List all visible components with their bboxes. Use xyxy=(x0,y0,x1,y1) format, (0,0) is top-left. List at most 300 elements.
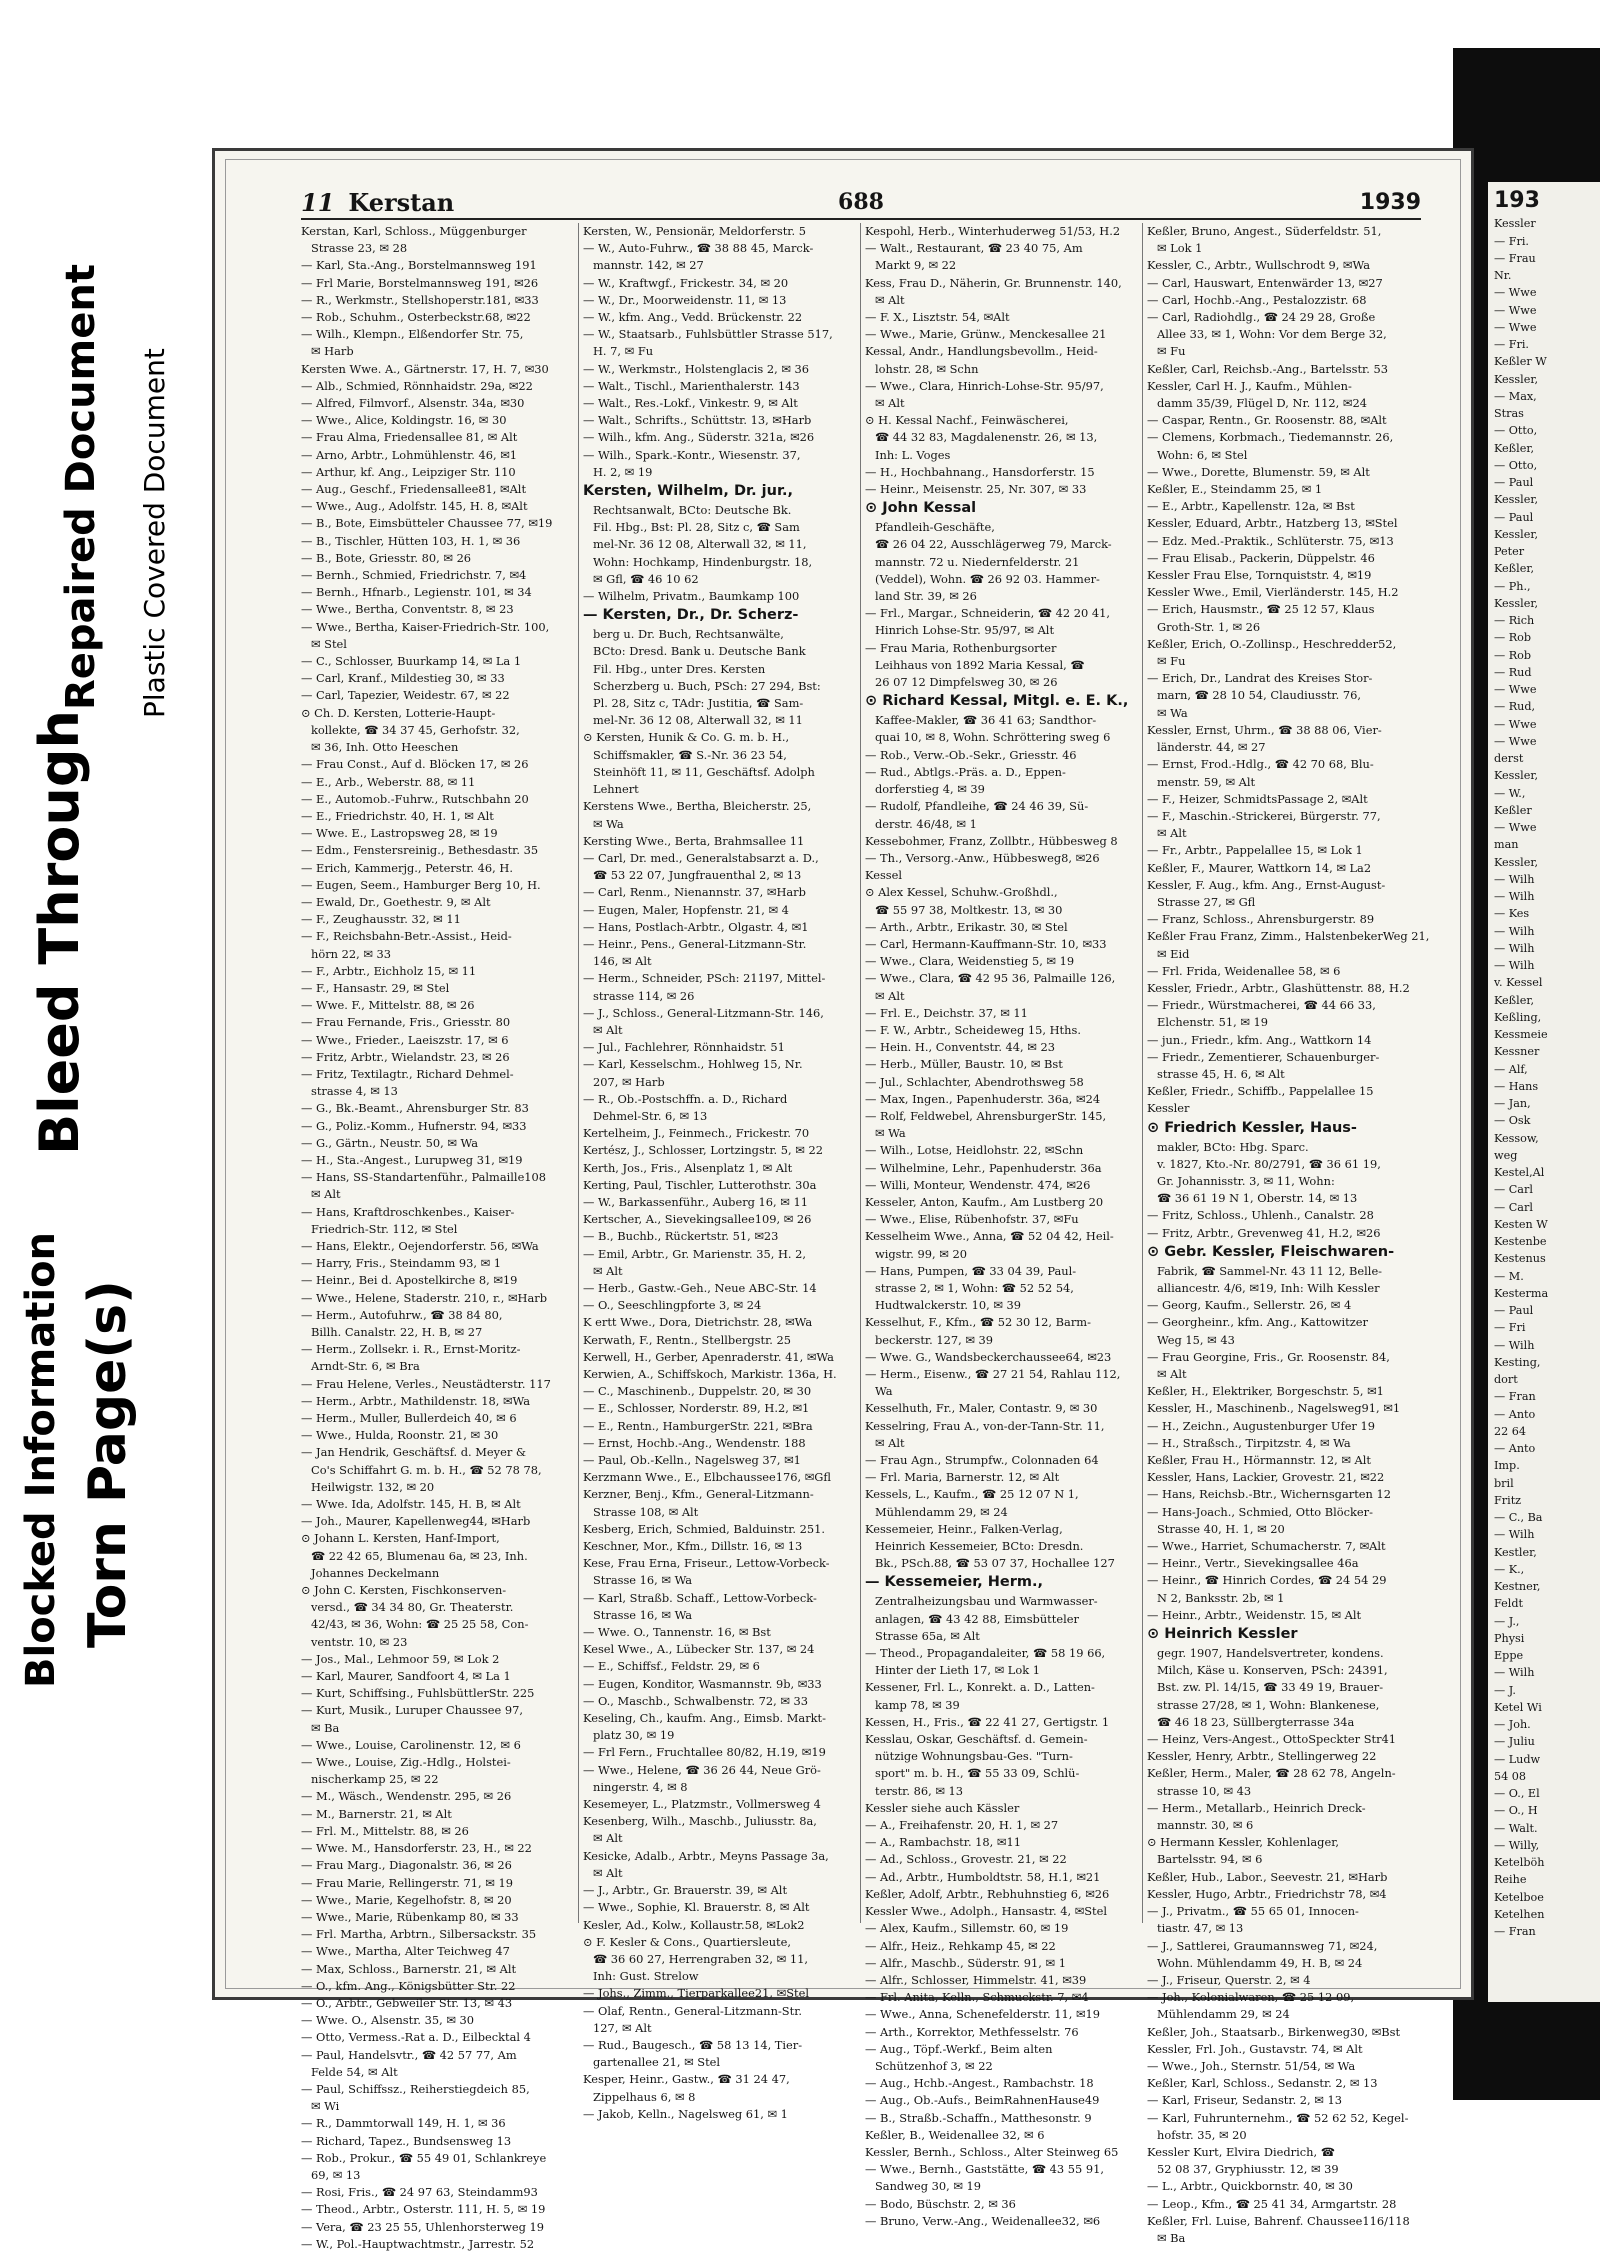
directory-entry: Kesseler, Anton, Kaufm., Am Lustberg 20 xyxy=(865,1194,1104,1209)
directory-entry: Allee 33, ✉ 1, Wohn: Vor dem Berge 32, xyxy=(1157,327,1387,342)
directory-entry: — Wwe., Marie, Grünw., Menckesallee 21 xyxy=(865,327,1107,342)
adjacent-page-line: — Anto xyxy=(1494,1407,1536,1421)
directory-entry: ✉ Harb xyxy=(311,344,354,359)
directory-entry: Wohn: 6, ✉ Stel xyxy=(1157,447,1248,462)
directory-entry: — W., Auto-Fuhrw., ☎ 38 88 45, Marck- xyxy=(583,241,814,256)
directory-entry: — Frl Fern., Fruchtallee 80/82, H.19, ✉19 xyxy=(583,1745,826,1760)
label-blocked-information: Blocked Information xyxy=(18,1231,64,1688)
adjacent-page-line: — Juliu xyxy=(1494,1735,1535,1749)
directory-entry: — Frau Agn., Strumpfw., Colonnaden 64 xyxy=(865,1453,1099,1468)
directory-entry: — Georg, Kaufm., Sellerstr. 26, ✉ 4 xyxy=(1147,1298,1352,1313)
adjacent-page-line: Keßler, xyxy=(1494,562,1535,576)
directory-entry: — Carl, Hermann-Kauffmann-Str. 10, ✉33 xyxy=(865,936,1107,951)
adjacent-page-line: — Wwe xyxy=(1494,821,1537,834)
directory-entry: Schützenhof 3, ✉ 22 xyxy=(875,2058,993,2073)
directory-entry: — Wwe., Alice, Koldingstr. 16, ✉ 30 xyxy=(301,413,507,428)
directory-entry: — Jakob, Kelln., Nagelsweg 61, ✉ 1 xyxy=(583,2106,788,2121)
directory-entry: Kessler xyxy=(1147,1101,1190,1116)
directory-entry: Kespohl, Herb., Winterhuderweg 51/53, H.2 xyxy=(865,224,1121,238)
directory-entry: — Wwe., Louise, Zig.-Hdlg., Holstei- xyxy=(301,1755,511,1770)
directory-entry: Kese, Frau Erna, Friseur., Lettow-Vorbeck- xyxy=(583,1556,830,1571)
column-3 xyxy=(865,223,1137,2228)
directory-entry: — C., Schlosser, Buurkamp 14, ✉ La 1 xyxy=(301,654,522,669)
directory-entry: ⊙ Ch. D. Kersten, Lotterie-Haupt- xyxy=(301,705,496,720)
directory-entry: — R., Werkmstr., Stellshoperstr.181, ✉33 xyxy=(301,292,539,307)
directory-entry: — Paul, Schiffssz., Reiherstiegdeich 85, xyxy=(301,2081,530,2096)
directory-entry: Kertscher, A., Sievekingsallee109, ✉ 26 xyxy=(583,1212,812,1227)
directory-entry: alliancestr. 4/6, ✉19, Inh: Wilh Kessler xyxy=(1157,1280,1380,1295)
directory-entry: — Joh., Kolonialwaren, ☎ 25 12 09, xyxy=(1147,1990,1355,2005)
adjacent-page-line: — Wwe xyxy=(1494,303,1537,317)
directory-entry: Lehnert xyxy=(593,782,639,797)
directory-entry: — Alb., Schmied, Rönnhaidstr. 29a, ✉22 xyxy=(301,378,533,393)
directory-entry: Kerstan, Karl, Schloss., Müggenburger xyxy=(301,224,527,238)
directory-entry: Kessler, F. Aug., kfm. Ang., Ernst-August- xyxy=(1147,877,1386,892)
directory-entry: ✉ Alt xyxy=(311,1187,341,1202)
directory-entry: — Fritz, Textilagtr., Richard Dehmel- xyxy=(301,1066,514,1081)
directory-entry: — Hans, Pumpen, ☎ 33 04 39, Paul- xyxy=(865,1263,1077,1278)
directory-page xyxy=(212,148,1474,2251)
adjacent-page-line: Kessow, xyxy=(1494,1131,1539,1145)
running-head xyxy=(301,188,454,217)
directory-entry: — Richard, Tapez., Bundsensweg 13 xyxy=(301,2133,512,2148)
directory-entry: — Edm., Fenstersreinig., Bethesdastr. 35 xyxy=(301,843,539,858)
directory-entry: — Walt., Tischl., Marienthalerstr. 143 xyxy=(583,378,800,393)
column-1 xyxy=(301,223,573,2251)
directory-entry: — Wwe. Ida, Adolfstr. 145, H. B, ✉ Alt xyxy=(301,1497,521,1512)
directory-entry: — Friedr., Würstmacherei, ☎ 44 66 33, xyxy=(1147,998,1376,1013)
adjacent-page-line: man xyxy=(1494,838,1519,852)
directory-entry: — F., Maschin.-Strickerei, Bürgerstr. 77, xyxy=(1147,808,1381,823)
directory-entry: Rechtsanwalt, BCto: Deutsche Bk. xyxy=(593,503,792,518)
directory-entry: — Alfr., Heiz., Rehkamp 45, ✉ 22 xyxy=(865,1938,1056,1953)
directory-entry: — Wwe., Anna, Schenefelderstr. 11, ✉19 xyxy=(865,2007,1101,2022)
adjacent-page-line: Ketel Wi xyxy=(1494,1700,1542,1714)
directory-entry: 26 07 12 Dimpfelsweg 30, ✉ 26 xyxy=(875,675,1058,690)
directory-entry: ✉ Wa xyxy=(875,1126,906,1141)
directory-entry: Kerzner, Benj., Kfm., General-Litzmann- xyxy=(583,1487,814,1502)
column-divider xyxy=(578,223,579,1923)
directory-entry: — Heinr., Arbtr., Weidenstr. 15, ✉ Alt xyxy=(1147,1607,1362,1622)
adjacent-page-line: — Frau xyxy=(1494,251,1536,265)
directory-entry: strasse 114, ✉ 26 xyxy=(593,988,695,1003)
directory-entry: — Eugen, Konditor, Wasmannstr. 9b, ✉33 xyxy=(583,1676,822,1691)
directory-entry: — J., Privatm., ☎ 55 65 01, Innocen- xyxy=(1147,1904,1359,1919)
directory-entry: — Aug., Töpf.-Werkf., Beim alten xyxy=(865,2041,1053,2056)
adjacent-page-line: Kessler, xyxy=(1494,769,1539,783)
directory-entry: ✉ Stel xyxy=(311,636,347,651)
directory-entry: ⊙ F. Kesler & Cons., Quartiersleute, xyxy=(583,1934,791,1949)
directory-entry: — Heinz, Vers-Angest., OttoSpeckter Str41 xyxy=(1147,1732,1397,1747)
adjacent-page-line: — Willy, xyxy=(1494,1838,1540,1852)
directory-entry: — Ewald, Dr., Goethestr. 9, ✉ Alt xyxy=(301,894,491,909)
directory-entry: Markt 9, ✉ 22 xyxy=(875,258,957,273)
directory-entry: Strasse 27, ✉ Gfl xyxy=(1157,894,1256,909)
directory-entry: ☎ 36 61 19 N 1, Oberstr. 14, ✉ 13 xyxy=(1157,1191,1358,1206)
directory-entry: BCto: Dresd. Bank u. Deutsche Bank xyxy=(593,644,806,659)
directory-entry: — W., Dr., Moorweidenstr. 11, ✉ 13 xyxy=(583,292,787,307)
directory-entry: Heilwigstr. 132, ✉ 20 xyxy=(311,1479,435,1494)
directory-entry: — Karl, Friseur, Sedanstr. 2, ✉ 13 xyxy=(1147,2093,1342,2108)
adjacent-page-line: — J. xyxy=(1494,1683,1516,1697)
directory-entry: Kesselring, Frau A., von-der-Tann-Str. 11, xyxy=(865,1418,1105,1433)
directory-entry: kamp 78, ✉ 39 xyxy=(875,1697,960,1712)
directory-entry: Billh. Canalstr. 22, H. B, ✉ 27 xyxy=(311,1325,483,1339)
directory-entry: Kessler Wwe., Adolph., Hansastr. 4, ✉Stel xyxy=(865,1904,1108,1919)
directory-entry: Keßler, Erich, O.-Zollinsp., Heschredder52, xyxy=(1147,636,1397,651)
directory-entry: — Ad., Schloss., Grovestr. 21, ✉ 22 xyxy=(865,1852,1067,1867)
directory-entry: — Kurt, Schiffsing., FuhlsbüttlerStr. 225 xyxy=(301,1686,535,1701)
directory-entry: — J., Friseur, Querstr. 2, ✉ 4 xyxy=(1147,1972,1311,1987)
page-number: 688 xyxy=(838,189,884,215)
directory-entry: ✉ Alt xyxy=(593,1865,623,1880)
directory-entry: — Rosi, Fris., ☎ 24 97 63, Steindamm93 xyxy=(301,2185,538,2200)
directory-entry: Kesselheim Wwe., Anna, ☎ 52 04 42, Heil- xyxy=(865,1229,1114,1244)
adjacent-page-header: 193 xyxy=(1494,188,1540,213)
directory-entry: Kertész, J., Schlosser, Lortzingstr. 5, ✉ 22 xyxy=(583,1143,823,1158)
directory-entry: — Aug., Geschf., Friedensallee81, ✉Alt xyxy=(301,482,527,497)
directory-entry: — E., Rentn., HamburgerStr. 221, ✉Bra xyxy=(583,1418,813,1433)
directory-entry: — Hans, Kraftdroschkenbes., Kaiser- xyxy=(301,1204,515,1219)
directory-entry: — Frau Const., Auf d. Blöcken 17, ✉ 26 xyxy=(301,757,529,772)
directory-entry: — Alex, Kaufm., Sillemstr. 60, ✉ 19 xyxy=(865,1921,1069,1936)
directory-entry: — Carl, Dr. med., Generalstabsarzt a. D., xyxy=(583,850,819,865)
directory-entry: Keßler, Hub., Labor., Seevestr. 21, ✉Harb xyxy=(1147,1869,1388,1884)
adjacent-page-line: — C., Ba xyxy=(1494,1511,1543,1524)
directory-entry: Kessler Kurt, Elvira Diedrich, ☎ xyxy=(1147,2144,1335,2159)
directory-entry: — H., Zeichn., Augustenburger Ufer 19 xyxy=(1147,1418,1375,1433)
directory-entry: Kerwath, F., Rentn., Stellbergstr. 25 xyxy=(583,1332,792,1347)
directory-entry: — Herb., Müller, Baustr. 10, ✉ Bst xyxy=(865,1057,1063,1072)
directory-entry: Keßler, Frl. Luise, Bahrenf. Chaussee116/118 xyxy=(1147,2213,1410,2228)
directory-entry: Keßler, Joh., Staatsarb., Birkenweg30, ✉Bst xyxy=(1147,2024,1401,2039)
label-bleed-through: Bleed Through xyxy=(28,710,91,1155)
directory-entry: Schiffsmakler, ☎ S.-Nr. 36 23 54, xyxy=(593,747,787,762)
adjacent-page-line: Keßler, xyxy=(1494,993,1535,1007)
directory-entry: — Joh., Maurer, Kapellenweg44, ✉Harb xyxy=(301,1514,531,1529)
page-header xyxy=(301,186,1421,220)
directory-entry: Kesselhuth, Fr., Maler, Contastr. 9, ✉ 30 xyxy=(865,1401,1098,1416)
directory-entry: — Herm., Muller, Bullerdeich 40, ✉ 6 xyxy=(301,1411,517,1426)
directory-entry: Keßler, Herm., Maler, ☎ 28 62 78, Angeln- xyxy=(1147,1766,1396,1781)
directory-entry: — Emil, Arbtr., Gr. Marienstr. 35, H. 2, xyxy=(583,1246,807,1261)
directory-entry: — A., Rambachstr. 18, ✉11 xyxy=(865,1835,1021,1850)
directory-entry: — Frl. Anita, Kelln., Schmuckstr. 7, ✉4 xyxy=(865,1990,1089,2005)
entry-heading: ⊙ John Kessal xyxy=(865,500,977,517)
adjacent-page-line: Physi xyxy=(1494,1631,1525,1645)
directory-entry: — Jos., Mal., Lehmoor 59, ✉ Lok 2 xyxy=(301,1651,500,1666)
adjacent-page-line: — Wilh xyxy=(1494,872,1535,886)
adjacent-page-line: Keßler, xyxy=(1494,441,1535,455)
directory-entry: Hinter der Lieth 17, ✉ Lok 1 xyxy=(875,1663,1040,1678)
directory-entry: — Caspar, Rentn., Gr. Roosenstr. 88, ✉Alt xyxy=(1147,413,1387,428)
directory-entry: — Carl, Renm., Nienannstr. 37, ✉Harb xyxy=(583,885,806,900)
entry-heading: Kersten, Wilhelm, Dr. jur., xyxy=(583,483,794,500)
directory-entry: berg u. Dr. Buch, Rechtsanwälte, xyxy=(593,627,784,642)
adjacent-page-line: — W., xyxy=(1494,786,1526,800)
adjacent-page-line: Kestenus xyxy=(1494,1252,1546,1266)
directory-entry: — Fritz, Schloss., Uhlenh., Canalstr. 28 xyxy=(1147,1208,1374,1223)
directory-entry: Kesper, Heinr., Gastw., ☎ 31 24 47, xyxy=(583,2072,790,2087)
directory-entry: ⊙ John C. Kersten, Fischkonserven- xyxy=(301,1583,507,1598)
directory-entry: — Karl, Fuhrunternehm., ☎ 52 62 52, Kegel- xyxy=(1147,2110,1409,2125)
adjacent-page-line: 22 64 xyxy=(1494,1424,1527,1438)
directory-entry: — Leop., Kfm., ☎ 25 41 34, Armgartstr. 28 xyxy=(1147,2196,1397,2211)
directory-entry: hörn 22, ✉ 33 xyxy=(311,946,391,961)
adjacent-page-line: — Jan, xyxy=(1494,1097,1531,1110)
directory-entry: strasse 4, ✉ 13 xyxy=(311,1084,398,1099)
directory-entry: mel-Nr. 36 12 08, Alterwall 32, ✉ 11 xyxy=(593,713,803,728)
directory-entry: — Karl, Maurer, Sandfoort 4, ✉ La 1 xyxy=(301,1669,511,1684)
directory-entry: Mühlendamm 29, ✉ 24 xyxy=(1157,2007,1290,2022)
directory-entry: ☎ 22 42 65, Blumenau 6a, ✉ 23, Inh. xyxy=(311,1548,528,1563)
directory-entry: — Frau Fernande, Fris., Griesstr. 80 xyxy=(301,1015,511,1030)
directory-entry: ☎ 44 32 83, Magdalenenstr. 26, ✉ 13, xyxy=(875,430,1098,445)
directory-entry: — J., Arbtr., Gr. Brauerstr. 39, ✉ Alt xyxy=(583,1883,788,1898)
adjacent-page-line: — Fri. xyxy=(1494,234,1529,248)
directory-entry: Bartelsstr. 94, ✉ 6 xyxy=(1157,1852,1263,1867)
directory-entry: Gr. Johannisstr. 3, ✉ 11, Wohn: xyxy=(1157,1173,1335,1188)
directory-entry: — Bruno, Verw.-Ang., Weidenallee32, ✉6 xyxy=(865,2213,1101,2228)
directory-entry: Heinrich Kessemeier, BCto: Dresdn. xyxy=(875,1539,1084,1554)
adjacent-page-line: — Osk xyxy=(1494,1114,1531,1128)
adjacent-page-line: Stras xyxy=(1494,407,1524,420)
section-number: 11 xyxy=(301,187,335,217)
directory-entry: — Frau Maria, Rothenburgsorter xyxy=(865,640,1057,655)
directory-entry: — Karl, Sta.-Ang., Borstelmannsweg 191 xyxy=(301,258,537,273)
directory-entry: — Alfred, Filmvorf., Alsenstr. 34a, ✉30 xyxy=(301,396,525,411)
directory-entry: — Erich, Kammerjg., Peterstr. 46, H. xyxy=(301,860,513,875)
directory-entry: platz 30, ✉ 19 xyxy=(593,1728,675,1743)
directory-entry: ✉ Wa xyxy=(1157,705,1188,720)
directory-entry: Bst. zw. Pl. 14/15, ☎ 33 49 19, Brauer- xyxy=(1157,1680,1384,1695)
directory-entry: — Fritz, Arbtr., Grevenweg 41, H.2, ✉26 xyxy=(1147,1225,1381,1240)
directory-entry: ✉ Alt xyxy=(593,1263,623,1278)
directory-entry: — B., Bote, Eimsbütteler Chaussee 77, ✉19 xyxy=(301,516,553,531)
directory-entry: — Wwe. G., Wandsbeckerchaussee64, ✉23 xyxy=(865,1349,1112,1364)
directory-entry: lohstr. 28, ✉ Schn xyxy=(875,361,979,376)
directory-entry: — H., Straßsch., Tirpitzstr. 4, ✉ Wa xyxy=(1147,1435,1351,1450)
directory-entry: ✉ Eid xyxy=(1157,946,1190,961)
directory-entry: — Wwe., Clara, ☎ 42 95 36, Palmaille 126, xyxy=(865,971,1116,986)
directory-entry: — E., Friedrichstr. 40, H. 1, ✉ Alt xyxy=(301,808,494,823)
directory-entry: mel-Nr. 36 12 08, Alterwall 32, ✉ 11, xyxy=(593,537,807,552)
adjacent-page-line: Kessler, xyxy=(1494,493,1539,507)
adjacent-page-line: Kessler xyxy=(1494,217,1536,231)
directory-entry: — Wwe., Aug., Adolfstr. 145, H. 8, ✉Alt xyxy=(301,499,528,514)
adjacent-page-line: — Wwe xyxy=(1494,320,1537,334)
directory-entry: — J., Schloss., General-Litzmann-Str. 146, xyxy=(583,1005,824,1020)
directory-entry: — Walt., Res.-Lokf., Vinkestr. 9, ✉ Alt xyxy=(583,396,798,411)
adjacent-page-line: Kestel,Al xyxy=(1494,1166,1545,1179)
directory-entry: länderstr. 44, ✉ 27 xyxy=(1157,740,1266,755)
adjacent-page-line: — Wwe xyxy=(1494,734,1537,748)
directory-entry: strasse 10, ✉ 43 xyxy=(1157,1783,1252,1798)
directory-entry: — Erich, Hausmstr., ☎ 25 12 57, Klaus xyxy=(1147,602,1375,617)
adjacent-page-line: Fritz xyxy=(1494,1493,1522,1507)
directory-entry: — Georgheinr., kfm. Ang., Kattowitzer xyxy=(1147,1315,1368,1330)
directory-entry: Milch, Käse u. Konserven, PSch: 24391, xyxy=(1157,1663,1388,1678)
adjacent-page-line: — Otto, xyxy=(1494,458,1538,472)
label-repaired-document: Repaired Document xyxy=(58,264,104,710)
entry-heading: ⊙ Gebr. Kessler, Fleischwaren- xyxy=(1147,1243,1395,1260)
adjacent-page-line: — Joh. xyxy=(1494,1718,1531,1731)
directory-entry: — Erich, Dr., Landrat des Kreises Stor- xyxy=(1147,671,1373,686)
directory-entry: — Wwe., Clara, Weidenstieg 5, ✉ 19 xyxy=(865,954,1075,969)
directory-entry: — E., Arb., Weberstr. 88, ✉ 11 xyxy=(301,774,476,789)
adjacent-page-line: 54 08 xyxy=(1494,1769,1527,1783)
directory-entry: Kersten Wwe. A., Gärtnerstr. 17, H. 7, ✉30 xyxy=(301,361,549,376)
directory-entry: — Wilhelm, Privatm., Baumkamp 100 xyxy=(583,589,800,604)
directory-entry: — G., Bk.-Beamt., Ahrensburger Str. 83 xyxy=(301,1101,529,1116)
directory-entry: Kersting Wwe., Berta, Brahmsallee 11 xyxy=(583,833,805,848)
directory-entry: — H., Sta.-Angest., Lurupweg 31, ✉19 xyxy=(301,1152,523,1167)
directory-entry: — Fritz, Arbtr., Wielandstr. 23, ✉ 26 xyxy=(301,1049,510,1064)
directory-entry: Felde 54, ✉ Alt xyxy=(311,2064,398,2079)
directory-entry: Kerzmann Wwe., E., Elbchaussee176, ✉Gfl xyxy=(583,1470,832,1485)
adjacent-page-line: — M. xyxy=(1494,1269,1524,1283)
directory-entry: — Heinr., Pens., General-Litzmann-Str. xyxy=(583,936,807,951)
directory-entry: ventstr. 10, ✉ 23 xyxy=(311,1634,408,1649)
directory-entry: — Walt., Schrifts., Schüttstr. 13, ✉Harb xyxy=(583,413,812,428)
directory-entry: — E., Schiffsf., Feldstr. 29, ✉ 6 xyxy=(583,1659,760,1674)
directory-entry: — Frl. Frida, Weidenallee 58, ✉ 6 xyxy=(1147,963,1341,978)
directory-entry: (Veddel), Wohn. ☎ 26 92 03. Hammer- xyxy=(875,571,1100,586)
directory-entry: — Wwe., Bernh., Gaststätte, ☎ 43 55 91, xyxy=(865,2162,1104,2177)
directory-entry: Hudtwalckerstr. 10, ✉ 39 xyxy=(875,1298,1022,1313)
directory-entry: Keßler, Frau H., Hörmannstr. 12, ✉ Alt xyxy=(1147,1453,1371,1468)
directory-entry: — Wwe., Hulda, Roonstr. 21, ✉ 30 xyxy=(301,1428,499,1443)
directory-entry: Johannes Deckelmann xyxy=(311,1565,440,1580)
adjacent-page-line: — Paul xyxy=(1494,1304,1534,1317)
directory-entry: Keßler, Friedr., Schiffb., Pappelallee 15 xyxy=(1147,1084,1374,1099)
directory-entry: — Karl, Straßb. Schaff., Lettow-Vorbeck- xyxy=(583,1590,817,1605)
directory-entry: — Paul, Handelsvtr., ☎ 42 57 77, Am xyxy=(301,2047,517,2062)
directory-entry: — L., Arbtr., Quickbornstr. 40, ✉ 30 xyxy=(1147,2179,1353,2194)
directory-entry: Kersten, W., Pensionär, Meldorferstr. 5 xyxy=(583,224,806,238)
directory-entry: — Ernst, Hochb.-Ang., Wendenstr. 188 xyxy=(583,1435,806,1450)
directory-entry: Keßler, Karl, Schloss., Sedanstr. 2, ✉ 13 xyxy=(1147,2076,1378,2091)
directory-entry: — Herm., Autofuhrw., ☎ 38 84 80, xyxy=(301,1307,503,1322)
directory-entry: — A., Freihafenstr. 20, H. 1, ✉ 27 xyxy=(865,1818,1059,1833)
directory-entry: — Wwe., Louise, Carolinenstr. 12, ✉ 6 xyxy=(301,1737,521,1752)
directory-entry: tiastr. 47, ✉ 13 xyxy=(1157,1921,1244,1936)
directory-entry: ⊙ Alex Kessel, Schuhw.-Großhdl., xyxy=(865,885,1058,900)
directory-entry: Kessler, Hugo, Arbtr., Friedrichstr 78, ✉4 xyxy=(1147,1886,1387,1901)
entry-heading: ⊙ Friedrich Kessler, Haus- xyxy=(1147,1119,1357,1136)
adjacent-page-line: dort xyxy=(1494,1373,1518,1386)
directory-entry: 146, ✉ Alt xyxy=(593,954,652,969)
adjacent-page-line: Kessler, xyxy=(1494,596,1539,610)
directory-entry: — Alfr., Schlosser, Himmelstr. 41, ✉39 xyxy=(865,1972,1087,1987)
directory-entry: — E., Schlosser, Norderstr. 89, H.2, ✉1 xyxy=(583,1401,810,1416)
directory-entry: — Frau Alma, Friedensallee 81, ✉ Alt xyxy=(301,430,518,445)
directory-entry: — O., Maschb., Schwalbenstr. 72, ✉ 33 xyxy=(583,1693,809,1708)
directory-entry: — Clemens, Korbmach., Tiedemannstr. 26, xyxy=(1147,430,1394,445)
directory-entry: Elchenstr. 51, ✉ 19 xyxy=(1157,1015,1269,1030)
adjacent-page-line: weg xyxy=(1494,1148,1518,1162)
directory-entry: — Wwe., Dorette, Blumenstr. 59, ✉ Alt xyxy=(1147,464,1370,479)
adjacent-page-line: — Wwe xyxy=(1494,683,1537,696)
directory-entry: — Eugen, Maler, Hopfenstr. 21, ✉ 4 xyxy=(583,902,789,917)
directory-entry: Kessler, Eduard, Arbtr., Hatzberg 13, ✉Stel xyxy=(1147,516,1398,531)
directory-entry: — Wilh., Spark.-Kontr., Wiesenstr. 37, xyxy=(583,447,801,462)
directory-entry: Kessler, Frl. Joh., Gustavstr. 74, ✉ Alt xyxy=(1147,2041,1363,2056)
directory-entry: v. 1827, Kto.-Nr. 80/2791, ☎ 36 61 19, xyxy=(1157,1156,1381,1171)
directory-entry: — Bernh., Schmied, Friedrichstr. 7, ✉4 xyxy=(301,568,527,583)
adjacent-page-lines xyxy=(1488,215,1600,1940)
adjacent-page-line: — Fran xyxy=(1494,1925,1536,1938)
directory-entry: Kessler, Hans, Lackier, Grovestr. 21, ✉22 xyxy=(1147,1470,1385,1485)
adjacent-page-line: — Carl xyxy=(1494,1200,1533,1214)
column-divider xyxy=(860,223,861,1923)
directory-entry: — Kurt, Musik., Luruper Chaussee 97, xyxy=(301,1703,523,1718)
directory-entry: anlagen, ☎ 43 42 88, Eimsbütteler xyxy=(875,1611,1079,1626)
directory-entry: damm 35/39, Flügel D, Nr. 112, ✉24 xyxy=(1157,396,1367,411)
directory-entry: Keßler, E., Steindamm 25, ✉ 1 xyxy=(1147,482,1323,497)
column-2 xyxy=(583,223,855,2121)
directory-entry: — Fr., Arbtr., Pappelallee 15, ✉ Lok 1 xyxy=(1147,843,1363,858)
directory-entry: — Aug., Ob.-Aufs., BeimRahnenHause49 xyxy=(865,2093,1100,2108)
adjacent-page-line: — Rob xyxy=(1494,631,1532,645)
directory-entry: Keßler, F., Maurer, Wattkorn 14, ✉ La2 xyxy=(1147,860,1372,875)
directory-entry: Weg 15, ✉ 43 xyxy=(1157,1332,1235,1347)
directory-entry: ✉ Wi xyxy=(311,2099,340,2114)
directory-entry: strasse 45, H. 6, ✉ Alt xyxy=(1157,1066,1285,1081)
directory-entry: Pfandleih-Geschäfte, xyxy=(875,520,995,535)
directory-entry: — Wwe. E., Lastropsweg 28, ✉ 19 xyxy=(301,826,498,841)
directory-entry: Keßler, Adolf, Arbtr., Rebhuhnstieg 6, ✉26 xyxy=(865,1886,1110,1901)
directory-entry: H. 7, ✉ Fu xyxy=(593,344,654,359)
directory-entry: — F., Reichsbahn-Betr.-Assist., Heid- xyxy=(301,929,512,944)
directory-entry: — Wwe., Marie, Kegelhofstr. 8, ✉ 20 xyxy=(301,1892,512,1907)
directory-entry: — Jul., Fachlehrer, Rönnhaidstr. 51 xyxy=(583,1040,785,1055)
directory-entry: — Heinr., Bei d. Apostelkirche 8, ✉19 xyxy=(301,1273,518,1288)
directory-entry: ✉ 36, Inh. Otto Heeschen xyxy=(311,740,459,755)
directory-entry: terstr. 86, ✉ 13 xyxy=(875,1783,964,1798)
directory-entry: — Paul, Ob.-Kelln., Nagelsweg 37, ✉1 xyxy=(583,1453,801,1468)
adjacent-page-line: Kesterma xyxy=(1494,1286,1549,1300)
directory-entry: Steinhöft 11, ✉ 11, Geschäftsf. Adolph xyxy=(593,764,815,779)
directory-entry: Kerstens Wwe., Bertha, Bleicherstr. 25, xyxy=(583,799,812,814)
directory-entry: — Arth., Arbtr., Erikastr. 30, ✉ Stel xyxy=(865,919,1068,934)
directory-entry: ✉ Lok 1 xyxy=(1157,241,1203,256)
directory-entry: — Arthur, kf. Ang., Leipziger Str. 110 xyxy=(301,464,516,479)
directory-entry: Leihhaus von 1892 Maria Kessal, ☎ xyxy=(875,657,1085,672)
directory-entry: ✉ Gfl, ☎ 46 10 62 xyxy=(593,571,699,586)
directory-entry: — Rudolf, Pfandleihe, ☎ 24 46 39, Sü- xyxy=(865,799,1089,814)
directory-entry: — Wwe., Bertha, Kaiser-Friedrich-Str. 100, xyxy=(301,619,550,634)
adjacent-page-line: Ketelboe xyxy=(1494,1890,1544,1904)
adjacent-page-line: Kessler, xyxy=(1494,855,1539,869)
directory-entry: Keseling, Ch., kaufm. Ang., Eimsb. Markt- xyxy=(583,1711,826,1726)
directory-entry: — Theod., Propagandaleiter, ☎ 58 19 66, xyxy=(865,1646,1106,1661)
directory-entry: — Frau Marg., Diagonalstr. 36, ✉ 26 xyxy=(301,1858,512,1873)
directory-entry: — W., Kraftwgf., Frickestr. 34, ✉ 20 xyxy=(583,275,789,290)
directory-entry: — Arno, Arbtr., Lohmühlenstr. 46, ✉1 xyxy=(301,447,518,462)
directory-entry: ⊙ Kersten, Hunik & Co. G. m. b. H., xyxy=(583,730,790,745)
directory-entry: Wa xyxy=(875,1384,893,1399)
adjacent-page-line: Kestler, xyxy=(1494,1545,1537,1559)
directory-entry: Kesberg, Erich, Schmied, Balduinstr. 251. xyxy=(583,1521,826,1536)
directory-entry: ✉ Wa xyxy=(593,816,624,831)
directory-entry: Kessler, Carl H. J., Kaufm., Mühlen- xyxy=(1147,378,1352,393)
directory-entry: — Wwe. O., Tannenstr. 16, ✉ Bst xyxy=(583,1625,771,1640)
directory-entry: Inh: Gust. Strelow xyxy=(593,1969,699,1984)
directory-entry: — Carl, Kranf., Mildestieg 30, ✉ 33 xyxy=(301,671,505,686)
adjacent-page-line: — Paul xyxy=(1494,476,1534,489)
adjacent-page-line: Kessner xyxy=(1494,1045,1540,1059)
